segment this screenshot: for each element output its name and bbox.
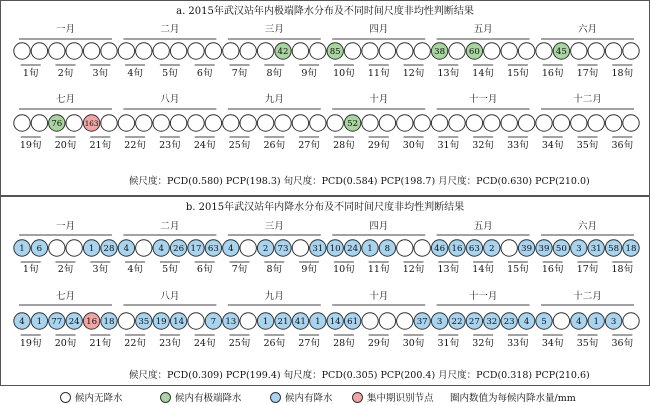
pentad-circle xyxy=(501,115,517,131)
xun-label: 23旬 xyxy=(159,140,181,151)
legend-focus-label: 集中期识别节点 xyxy=(367,393,434,404)
pentad-circle xyxy=(188,43,204,59)
xun-label: 29旬 xyxy=(367,140,390,151)
pentad-circle xyxy=(553,313,569,329)
panel-a-title: a. 2015年武汉站年内极端降水分布及不同时间尺度非均性判断结果 xyxy=(176,6,474,17)
pentad-circle xyxy=(240,115,256,131)
legend-note: 圈内数值为每候内降水量/mm xyxy=(450,393,576,404)
xun-label: 10旬 xyxy=(333,264,355,275)
xun-label: 25旬 xyxy=(228,338,251,349)
pentad-circle xyxy=(31,115,47,131)
month-label: 十二月 xyxy=(573,291,602,302)
pentad-circle xyxy=(414,240,430,256)
pentad-value: 63 xyxy=(207,244,219,254)
pentad-circle xyxy=(257,43,273,59)
pentad-value: 61 xyxy=(347,317,359,327)
pentad-circle xyxy=(223,43,239,59)
pentad-circle xyxy=(344,43,360,59)
xun-label: 5旬 xyxy=(162,264,178,275)
xun-label: 5旬 xyxy=(162,68,178,79)
xun-label: 28旬 xyxy=(333,338,355,349)
pentad-circle xyxy=(397,313,413,329)
pentad-value: 27 xyxy=(468,317,480,327)
pentad-value: 13 xyxy=(225,317,237,327)
pentad-circle xyxy=(501,240,517,256)
pentad-value: 21 xyxy=(277,317,289,327)
legend-rain-label: 候内有降水 xyxy=(285,393,333,404)
xun-label: 7旬 xyxy=(231,264,248,275)
pentad-value: 16 xyxy=(86,317,98,327)
pentad-value: 14 xyxy=(173,317,185,327)
xun-label: 18旬 xyxy=(611,264,634,275)
legend-focus xyxy=(352,390,434,404)
xun-label: 18旬 xyxy=(611,68,634,79)
pentad-circle xyxy=(605,115,621,131)
pentad-value: 2 xyxy=(262,244,269,254)
pentad-value: 5 xyxy=(541,317,547,327)
month-label: 八月 xyxy=(160,94,180,105)
pentad-circle xyxy=(101,115,117,131)
month-label: 七月 xyxy=(55,94,76,105)
pentad-circle xyxy=(170,115,186,131)
pentad-value: 45 xyxy=(555,47,567,57)
month-label: 一月 xyxy=(55,221,76,232)
pentad-value: 1 xyxy=(88,244,95,254)
xun-label: 3旬 xyxy=(92,68,109,79)
panel-a-chart xyxy=(1,15,649,183)
pentad-circle xyxy=(623,115,639,131)
xun-label: 2旬 xyxy=(57,264,74,275)
month-label: 三月 xyxy=(264,24,284,35)
legend-rain-swatch xyxy=(270,392,281,403)
legend-none-label: 候内无降水 xyxy=(75,393,123,404)
month-label: 十月 xyxy=(369,291,389,302)
month-label: 四月 xyxy=(369,221,389,232)
xun-label: 23旬 xyxy=(159,338,181,349)
xun-label: 7旬 xyxy=(231,68,248,79)
pentad-value: 18 xyxy=(625,244,637,254)
pentad-circle xyxy=(292,115,308,131)
pentad-circle xyxy=(571,115,587,131)
xun-label: 28旬 xyxy=(333,140,355,151)
xun-label: 22旬 xyxy=(124,338,146,349)
xun-label: 29旬 xyxy=(367,338,390,349)
pentad-circle xyxy=(136,43,152,59)
pentad-value: 2 xyxy=(489,244,495,254)
xun-label: 9旬 xyxy=(301,264,317,275)
xun-label: 25旬 xyxy=(228,140,251,151)
pentad-circle xyxy=(205,43,221,59)
pentad-circle xyxy=(223,115,239,131)
pentad-circle xyxy=(518,43,534,59)
pentad-value: 37 xyxy=(416,317,428,327)
pentad-value: 19 xyxy=(155,317,167,327)
pentad-value: 1 xyxy=(315,317,321,327)
pentad-circle xyxy=(14,115,30,131)
pentad-value: 4 xyxy=(228,244,234,254)
xun-label: 35旬 xyxy=(576,338,599,349)
pentad-value: 1 xyxy=(367,244,373,254)
xun-label: 17旬 xyxy=(576,264,599,275)
pentad-circle xyxy=(240,43,256,59)
pentad-circle xyxy=(605,43,621,59)
xun-label: 13旬 xyxy=(437,264,460,275)
month-label: 五月 xyxy=(473,221,493,232)
pentad-circle xyxy=(153,115,169,131)
pentad-circle xyxy=(118,115,134,131)
pentad-value: 76 xyxy=(51,119,63,129)
pentad-value: 4 xyxy=(123,244,130,254)
month-label: 八月 xyxy=(160,291,180,302)
pentad-circle xyxy=(188,313,204,329)
pentad-circle xyxy=(14,43,30,59)
legend-extreme-swatch xyxy=(160,392,171,403)
pentad-circle xyxy=(240,313,256,329)
pentad-value: 50 xyxy=(555,244,567,254)
pentad-value: 41 xyxy=(294,317,306,327)
pentad-circle xyxy=(118,313,134,329)
pentad-circle xyxy=(362,43,378,59)
pentad-circle xyxy=(275,115,291,131)
xun-label: 22旬 xyxy=(124,140,146,151)
pentad-circle xyxy=(397,43,413,59)
xun-label: 31旬 xyxy=(437,338,460,349)
legend xyxy=(0,389,650,405)
pentad-value: 4 xyxy=(19,317,25,327)
pentad-circle xyxy=(310,43,326,59)
pentad-value: 17 xyxy=(190,244,202,254)
month-label: 六月 xyxy=(577,24,598,35)
pentad-circle xyxy=(257,115,273,131)
xun-label: 34旬 xyxy=(541,140,564,151)
xun-label: 24旬 xyxy=(193,338,216,349)
legend-focus-swatch xyxy=(352,392,363,403)
pentad-value: 31 xyxy=(312,244,324,254)
pentad-value: 42 xyxy=(277,47,289,57)
xun-label: 17旬 xyxy=(576,68,599,79)
legend-rain xyxy=(270,390,333,404)
month-label: 九月 xyxy=(264,94,284,105)
pentad-value: 163 xyxy=(84,119,99,128)
pentad-value: 4 xyxy=(576,317,582,327)
xun-label: 4旬 xyxy=(127,68,143,79)
pentad-value: 1 xyxy=(593,317,599,327)
pentad-value: 6 xyxy=(36,244,43,254)
pentad-circle xyxy=(379,313,395,329)
pentad-circle xyxy=(66,43,82,59)
xun-label: 24旬 xyxy=(193,140,216,151)
month-label: 六月 xyxy=(577,221,598,232)
month-label: 二月 xyxy=(160,221,180,232)
xun-label: 6旬 xyxy=(196,264,213,275)
xun-label: 32旬 xyxy=(472,338,494,349)
pentad-circle xyxy=(310,115,326,131)
xun-label: 8旬 xyxy=(266,264,283,275)
pentad-circle xyxy=(623,43,639,59)
xun-label: 14旬 xyxy=(472,264,494,275)
pentad-circle xyxy=(536,115,552,131)
panel-a-scale-text: 候尺度：PCD(0.580) PCP(198.3) 旬尺度：PCD(0.584) PCP(198.7) 月尺度：PCD(0.630) PCP(210.0) xyxy=(129,176,590,187)
pentad-value: 31 xyxy=(590,244,602,254)
pentad-value: 1 xyxy=(36,317,43,327)
pentad-circle xyxy=(205,115,221,131)
pentad-value: 28 xyxy=(103,244,115,254)
pentad-circle xyxy=(362,115,378,131)
pentad-value: 4 xyxy=(523,317,530,327)
pentad-circle xyxy=(379,43,395,59)
xun-label: 13旬 xyxy=(437,68,460,79)
xun-label: 1旬 xyxy=(22,264,39,275)
xun-label: 16旬 xyxy=(541,68,564,79)
pentad-circle xyxy=(397,115,413,131)
pentad-value: 3 xyxy=(436,317,443,327)
panel-b-scale-text: 候尺度：PCD(0.309) PCP(199.4) 旬尺度：PCD(0.305) PCP(200.4) 月尺度：PCD(0.318) PCP(210.6) xyxy=(129,370,590,381)
xun-label: 26旬 xyxy=(263,140,286,151)
pentad-value: 32 xyxy=(486,317,498,327)
pentad-circle xyxy=(379,115,395,131)
pentad-circle xyxy=(571,43,587,59)
pentad-circle xyxy=(397,240,413,256)
pentad-value: 35 xyxy=(138,317,150,327)
pentad-circle xyxy=(66,240,82,256)
pentad-circle xyxy=(466,115,482,131)
legend-none-swatch xyxy=(60,392,71,403)
pentad-circle xyxy=(484,43,500,59)
xun-label: 36旬 xyxy=(611,338,634,349)
pentad-value: 16 xyxy=(451,244,463,254)
pentad-value: 14 xyxy=(329,317,341,327)
xun-label: 15旬 xyxy=(507,68,529,79)
panel-b-chart xyxy=(1,211,649,363)
pentad-circle xyxy=(136,115,152,131)
legend-none xyxy=(60,390,123,404)
xun-label: 12旬 xyxy=(402,68,425,79)
pentad-circle xyxy=(153,43,169,59)
pentad-circle xyxy=(501,43,517,59)
pentad-value: 23 xyxy=(503,317,515,327)
pentad-value: 1 xyxy=(19,244,25,254)
pentad-circle xyxy=(31,43,47,59)
month-label: 五月 xyxy=(473,24,493,35)
xun-label: 33旬 xyxy=(507,140,529,151)
pentad-value: 4 xyxy=(158,244,164,254)
pentad-circle xyxy=(292,43,308,59)
xun-label: 11旬 xyxy=(367,264,390,275)
legend-extreme xyxy=(160,390,242,404)
pentad-circle xyxy=(136,240,152,256)
xun-label: 34旬 xyxy=(541,338,564,349)
xun-label: 27旬 xyxy=(298,338,320,349)
month-label: 九月 xyxy=(264,291,284,302)
pentad-circle xyxy=(553,115,569,131)
pentad-circle xyxy=(536,43,552,59)
pentad-value: 46 xyxy=(434,244,446,254)
xun-label: 19旬 xyxy=(19,338,42,349)
panel-b xyxy=(0,196,650,386)
pentad-value: 10 xyxy=(329,244,341,254)
pentad-circle xyxy=(240,240,256,256)
pentad-value: 77 xyxy=(51,317,63,327)
pentad-value: 3 xyxy=(610,317,617,327)
pentad-circle xyxy=(588,43,604,59)
pentad-circle xyxy=(362,313,378,329)
pentad-circle xyxy=(170,43,186,59)
pentad-value: 39 xyxy=(521,244,533,254)
pentad-circle xyxy=(414,115,430,131)
month-label: 十月 xyxy=(369,94,389,105)
xun-label: 12旬 xyxy=(402,264,425,275)
pentad-value: 1 xyxy=(262,317,269,327)
pentad-circle xyxy=(66,115,82,131)
xun-label: 15旬 xyxy=(507,264,529,275)
pentad-circle xyxy=(49,43,65,59)
pentad-circle xyxy=(49,240,65,256)
pentad-value: 24 xyxy=(347,244,359,254)
pentad-circle xyxy=(588,115,604,131)
pentad-circle xyxy=(518,115,534,131)
panel-b-title: b. 2015年武汉站年内降水分布及不同时间尺度非均性判断结果 xyxy=(185,202,465,213)
panel-a xyxy=(0,0,650,196)
month-label: 一月 xyxy=(55,24,76,35)
month-label: 十一月 xyxy=(468,291,498,302)
xun-label: 3旬 xyxy=(92,264,109,275)
month-label: 二月 xyxy=(160,24,180,35)
xun-label: 4旬 xyxy=(127,264,143,275)
xun-label: 21旬 xyxy=(89,140,112,151)
xun-label: 32旬 xyxy=(472,140,494,151)
pentad-value: 73 xyxy=(277,244,289,254)
pentad-circle xyxy=(414,43,430,59)
pentad-circle xyxy=(327,115,343,131)
pentad-circle xyxy=(449,115,465,131)
xun-label: 11旬 xyxy=(367,68,390,79)
pentad-value: 24 xyxy=(68,317,80,327)
pentad-value: 63 xyxy=(468,244,480,254)
xun-label: 30旬 xyxy=(402,140,425,151)
xun-label: 6旬 xyxy=(196,68,213,79)
xun-label: 35旬 xyxy=(576,140,599,151)
pentad-circle xyxy=(118,43,134,59)
xun-label: 33旬 xyxy=(507,338,529,349)
xun-label: 36旬 xyxy=(611,140,634,151)
pentad-value: 3 xyxy=(576,244,582,254)
xun-label: 2旬 xyxy=(57,68,74,79)
xun-label: 21旬 xyxy=(89,338,112,349)
pentad-value: 60 xyxy=(468,47,480,57)
xun-label: 27旬 xyxy=(298,140,320,151)
xun-label: 20旬 xyxy=(54,140,77,151)
pentad-circle xyxy=(83,43,99,59)
pentad-circle xyxy=(449,43,465,59)
month-label: 十一月 xyxy=(468,94,498,105)
pentad-circle xyxy=(431,115,447,131)
pentad-value: 22 xyxy=(451,317,463,327)
xun-label: 20旬 xyxy=(54,338,77,349)
pentad-value: 8 xyxy=(384,244,391,254)
xun-label: 16旬 xyxy=(541,264,564,275)
pentad-value: 18 xyxy=(103,317,115,327)
pentad-value: 85 xyxy=(329,47,341,57)
pentad-value: 7 xyxy=(210,317,217,327)
xun-label: 31旬 xyxy=(437,140,460,151)
pentad-value: 52 xyxy=(347,119,359,129)
pentad-value: 26 xyxy=(173,244,185,254)
pentad-circle xyxy=(101,43,117,59)
pentad-circle xyxy=(188,115,204,131)
xun-label: 26旬 xyxy=(263,338,286,349)
xun-label: 14旬 xyxy=(472,68,494,79)
pentad-circle xyxy=(623,313,639,329)
legend-extreme-label: 候内有极端降水 xyxy=(175,393,242,404)
xun-label: 30旬 xyxy=(402,338,425,349)
pentad-value: 39 xyxy=(538,244,550,254)
xun-label: 8旬 xyxy=(266,68,283,79)
xun-label: 10旬 xyxy=(333,68,355,79)
month-label: 七月 xyxy=(55,291,76,302)
month-label: 十二月 xyxy=(573,94,602,105)
month-label: 四月 xyxy=(369,24,389,35)
pentad-value: 58 xyxy=(608,244,620,254)
xun-label: 1旬 xyxy=(22,68,39,79)
xun-label: 9旬 xyxy=(301,68,317,79)
pentad-value: 38 xyxy=(434,47,446,57)
month-label: 三月 xyxy=(264,221,284,232)
pentad-circle xyxy=(292,240,308,256)
pentad-circle xyxy=(484,115,500,131)
xun-label: 19旬 xyxy=(19,140,42,151)
